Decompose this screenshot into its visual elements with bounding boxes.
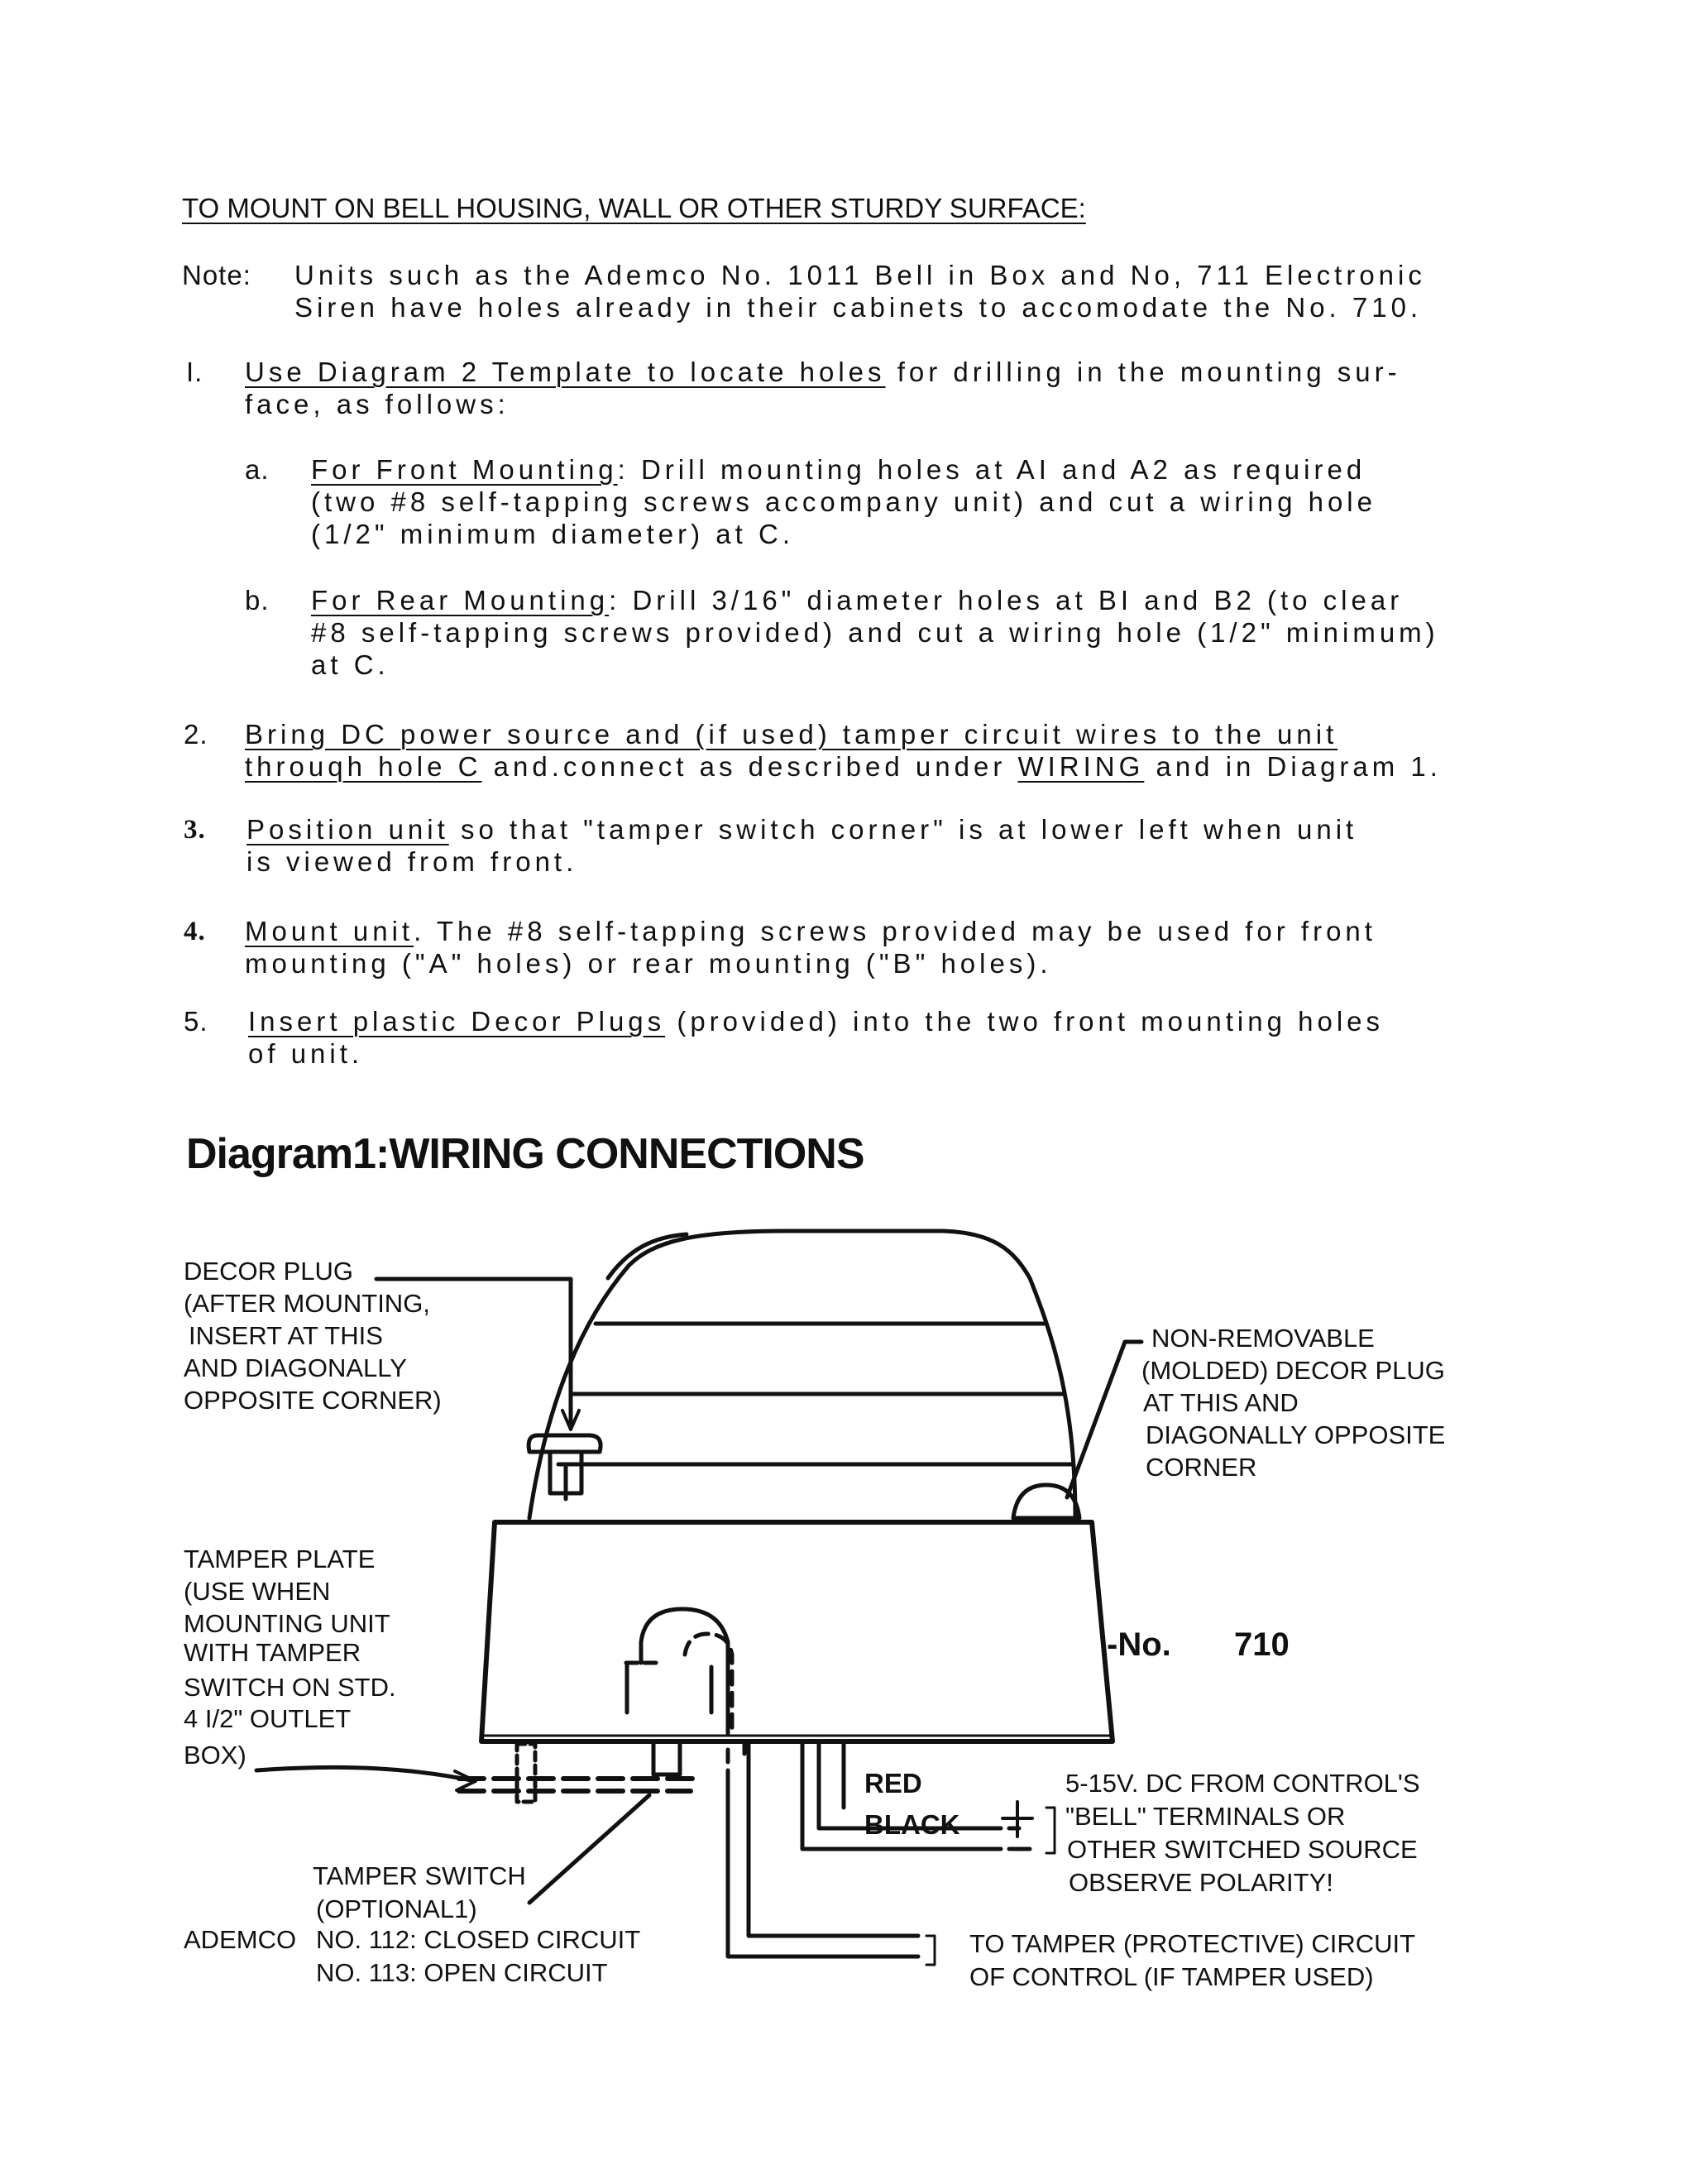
siren-base	[481, 1522, 1113, 1741]
step-underlined: Position unit	[246, 814, 449, 845]
model-label: -No.	[1107, 1626, 1171, 1663]
black-wire-label: BLACK	[864, 1809, 960, 1840]
non-removable-label: (MOLDED) DECOR PLUG	[1141, 1356, 1445, 1385]
step-underlined: Mount unit	[245, 916, 414, 946]
substep-a-line-3: (1/2" minimum diameter) at C.	[311, 519, 794, 549]
tamper-circuit-note: OF CONTROL (IF TAMPER USED)	[969, 1962, 1374, 1991]
note-line-2: Siren have holes already in their cabinets to accomodate the No. 710.	[294, 292, 1423, 323]
tamper-switch-leader	[529, 1795, 649, 1903]
step-number: 5.	[184, 1006, 208, 1037]
section-header: TO MOUNT ON BELL HOUSING, WALL OR OTHER STURDY SURFACE:	[182, 193, 1086, 223]
non-removable-label: AT THIS AND	[1143, 1388, 1299, 1417]
step-text: and in Diagram 1.	[1144, 751, 1442, 782]
step-5-line-2: of unit.	[248, 1038, 364, 1069]
non-removable-label: NON-REMOVABLE	[1151, 1324, 1375, 1353]
tamper-plate-label: 4 I/2" OUTLET	[184, 1704, 352, 1733]
decor-plug-label: OPPOSITE CORNER)	[184, 1386, 442, 1415]
note-line-1: Units such as the Ademco No. 1011 Bell in Box and No, 711 Electronic	[294, 260, 1426, 290]
tamper-plate-leader	[256, 1767, 471, 1780]
tamper-plate-label: TAMPER PLATE	[184, 1545, 376, 1573]
tamper-plate-label: (USE WHEN	[184, 1577, 331, 1606]
substep-underlined: For Front Mounting	[311, 454, 618, 485]
substep-a-line-2: (two #8 self-tapping screws accompany unit) and cut a wiring hole	[311, 486, 1376, 517]
wiring-reference: WIRING	[1017, 751, 1145, 782]
tamper-plate-label: BOX)	[184, 1741, 246, 1770]
ademco-label: ADEMCO	[184, 1925, 297, 1954]
tamper-switch	[653, 1741, 680, 1774]
substep-text: : Drill 3/16" diameter holes at BI and B2 (to clear	[609, 585, 1404, 615]
substep-b-line-2: #8 self-tapping screws provided) and cut a wiring hole (1/2" minimum)	[311, 617, 1439, 648]
diagram-title: Diagram1:WIRING CONNECTIONS	[186, 1130, 864, 1178]
tamper-wire-dashed	[685, 1634, 732, 1729]
model-number: 710	[1234, 1626, 1290, 1663]
step-2-line-1: Bring DC power source and (if used) tamper circuit wires to the unit	[245, 719, 1338, 750]
step-number: 4.	[184, 917, 206, 946]
step-number: 3.	[184, 815, 206, 845]
switch-model-113: NO. 113: OPEN CIRCUIT	[316, 1958, 608, 1987]
tamper-plate-label: MOUNTING UNIT	[184, 1609, 390, 1638]
power-note: "BELL" TERMINALS OR	[1065, 1802, 1346, 1831]
red-wire-label: RED	[864, 1768, 922, 1798]
tamper-wire-loop	[641, 1609, 728, 1733]
power-note: 5-15V. DC FROM CONTROL'S	[1065, 1769, 1420, 1798]
step-underlined: throuqh hole C	[245, 751, 482, 782]
decor-plug-label: AND DIAGONALLY	[184, 1353, 407, 1382]
tamper-switch-label: TAMPER SWITCH	[313, 1861, 526, 1890]
step-text: and.connect as described under	[481, 751, 1018, 782]
tamper-switch-label: (OPTIONAL1)	[316, 1894, 477, 1923]
non-removable-label: DIAGONALLY OPPOSITE	[1146, 1420, 1446, 1449]
substep-b-line-3: at C.	[311, 649, 390, 680]
step-underlined: Insert plastic Decor Plugs	[248, 1006, 666, 1037]
substep-underlined: For Rear Mounting	[311, 585, 610, 615]
step-4-line-2: mounting ("A" holes) or rear mounting ("B" holes).	[245, 948, 1052, 979]
step-underlined: Use Diagram 2 Template to locate holes	[245, 357, 886, 387]
switch-model-112: NO. 112: CLOSED CIRCUIT	[316, 1925, 641, 1954]
note-label: Note:	[182, 260, 251, 290]
power-note: OTHER SWITCHED SOURCE	[1067, 1835, 1418, 1864]
tamper-plate-label: SWITCH ON STD.	[184, 1673, 396, 1702]
step-3-line-2: is viewed from front.	[246, 846, 578, 877]
step-number: 2.	[184, 719, 208, 750]
substep-text: : Drill mounting holes at AI and A2 as required	[617, 454, 1366, 485]
substep-letter: b.	[245, 585, 270, 615]
power-note: OBSERVE POLARITY!	[1069, 1868, 1333, 1897]
step-text: (provided) into the two front mounting holes	[665, 1006, 1385, 1037]
decor-plug-left	[529, 1435, 601, 1452]
tamper-plate-label: WITH TAMPER	[184, 1638, 361, 1667]
decor-plug-label: (AFTER MOUNTING,	[184, 1289, 430, 1318]
decor-plug-label: INSERT AT THIS	[189, 1321, 383, 1350]
non-removable-label: CORNER	[1146, 1453, 1257, 1482]
decor-plug-label: DECOR PLUG	[184, 1257, 353, 1286]
step-text: . The #8 self-tapping screws provided may be used for front	[414, 916, 1376, 946]
step-number: I.	[186, 357, 203, 387]
non-removable-leader	[1067, 1342, 1141, 1497]
step-1-line-2: face, as follows:	[245, 389, 510, 419]
substep-letter: a.	[245, 454, 270, 485]
tamper-circuit-note: TO TAMPER (PROTECTIVE) CIRCUIT	[969, 1929, 1416, 1958]
step-text: so that "tamper switch corner" is at lower left when unit	[448, 814, 1358, 845]
step-text: for drilling in the mounting sur-	[885, 357, 1401, 387]
